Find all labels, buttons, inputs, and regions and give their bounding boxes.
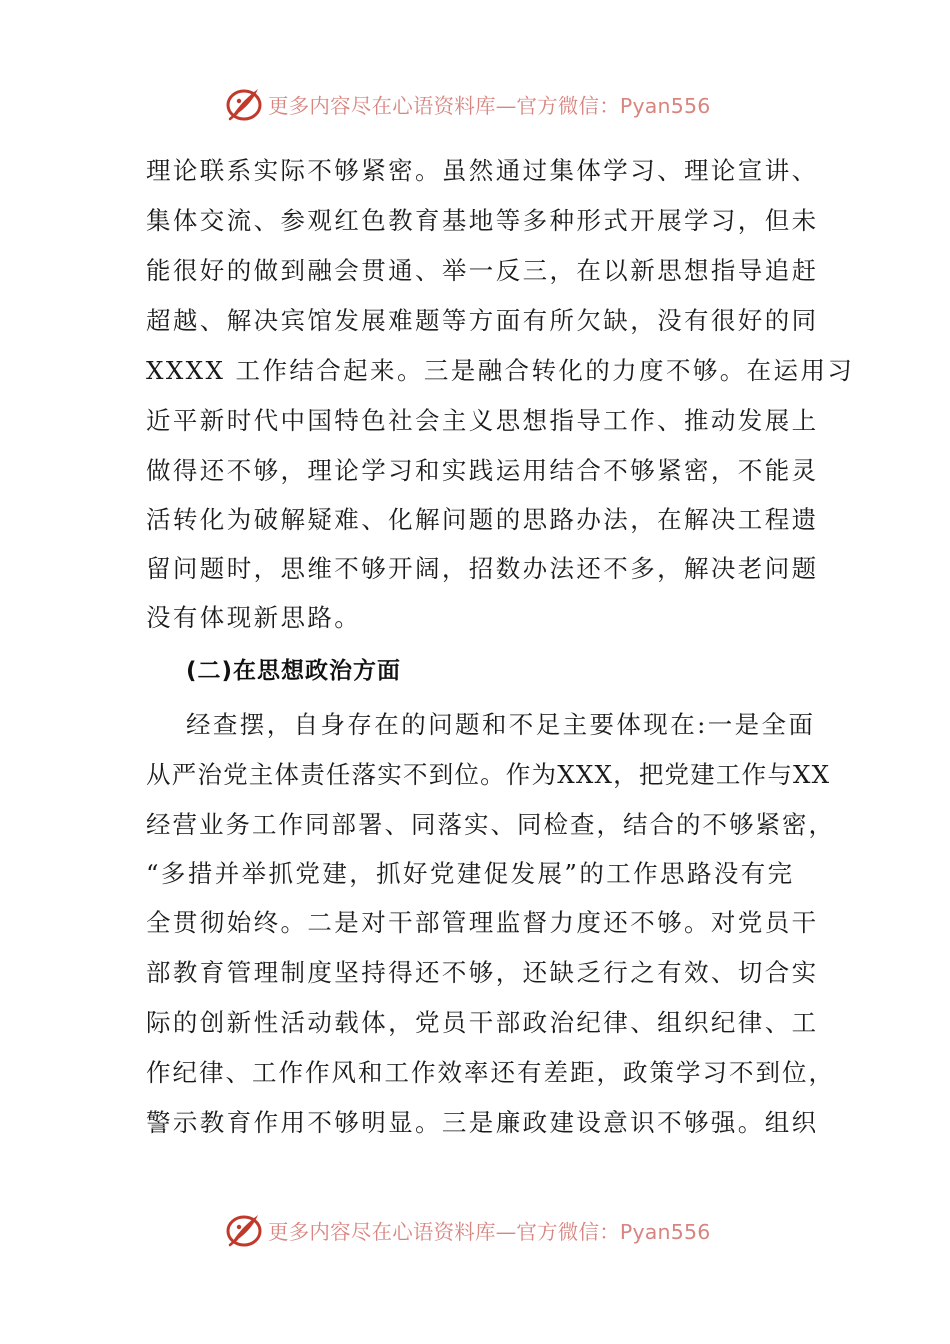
header-banner [224,82,710,126]
text-line: 经查摆，自身存在的问题和不足主要体现在:一是全面 [186,710,816,739]
text-line: 超越、解决宾馆发展难题等方面有所欠缺，没有很好的同 [146,306,819,335]
text-line: 留问题时，思维不够开阔，招数办法还不多，解决老问题 [146,554,819,583]
text-line: 近平新时代中国特色社会主义思想指导工作、推动发展上 [146,406,819,435]
text-line: XXXX 工作结合起来。三是融合转化的力度不够。在运用习 [146,356,855,385]
footer-banner [224,1208,710,1252]
text-line: 从严治党主体责任落实不到位。作为XXX，把党建工作与XX [146,760,831,789]
text-line: 集体交流、参观红色教育基地等多种形式开展学习，但未 [146,206,819,235]
text-line: 经营业务工作同部署、同落实、同检查，结合的不够紧密， [146,810,835,839]
text-line: 际的创新性活动载体，党员干部政治纪律、组织纪律、工 [146,1008,819,1037]
banner-text: 更多内容尽在心语资料库—官方微信：Pyan556 [268,94,711,118]
text-line: 警示教育作用不够明显。三是廉政建设意识不够强。组织 [146,1108,819,1137]
text-line: 能很好的做到融会贯通、举一反三，在以新思想指导追赶 [146,256,819,285]
banner-text: 更多内容尽在心语资料库—官方微信：Pyan556 [268,1220,711,1244]
text-line: “多措并举抓党建，抓好党建促发展”的工作思路没有完 [146,859,795,888]
wechat-id: Pyan556 [619,94,711,118]
text-line: 活转化为破解疑难、化解问题的思路办法，在解决工程遗 [146,505,819,534]
wechat-id: Pyan556 [619,1220,711,1244]
section-heading: (二)在思想政治方面 [186,658,402,684]
text-line: 作纪律、工作作风和工作效率还有差距，政策学习不到位， [146,1058,835,1087]
quill-logo-icon [224,1210,264,1250]
text-line: 做得还不够，理论学习和实践运用结合不够紧密，不能灵 [146,456,819,485]
text-line: 理论联系实际不够紧密。虽然通过集体学习、理论宣讲、 [146,156,819,185]
text-line: 没有体现新思路。 [146,603,362,632]
text-line: 部教育管理制度坚持得还不够，还缺乏行之有效、切合实 [146,958,819,987]
quill-logo-icon [224,84,264,124]
text-line: 全贯彻始终。二是对干部管理监督力度还不够。对党员干 [146,908,819,937]
